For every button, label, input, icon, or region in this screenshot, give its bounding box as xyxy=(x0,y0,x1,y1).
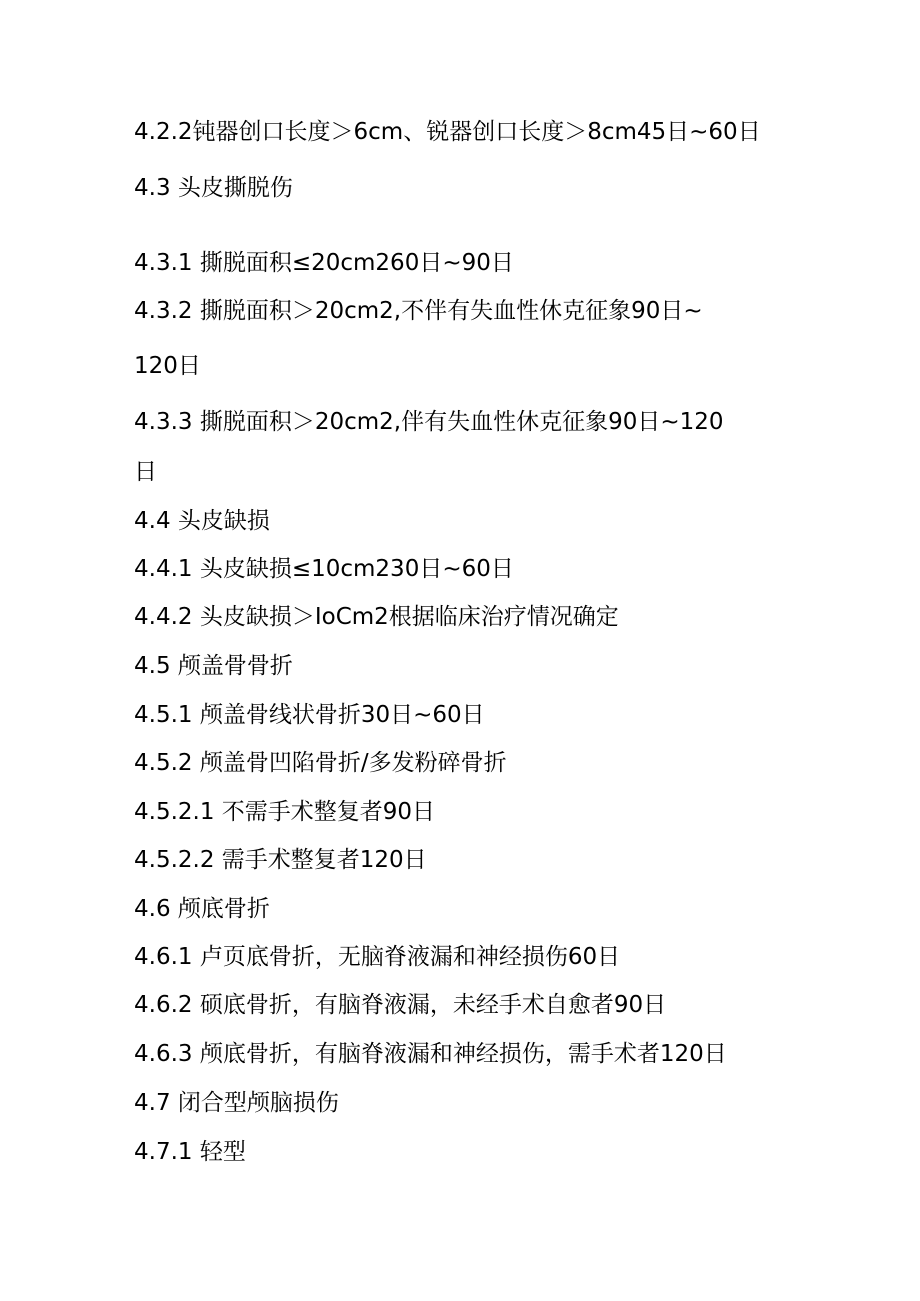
text-line: 4.3.2 撕脱面积＞20cm2,不伴有失血性休克征象90日~ xyxy=(134,298,703,324)
section-heading: 4.7 闭合型颅脑损伤 xyxy=(134,1090,339,1116)
text-line: 4.6.1 卢页底骨折，无脑脊液漏和神经损伤60日 xyxy=(134,944,621,970)
text-line: 4.7.1 轻型 xyxy=(134,1139,246,1165)
section-heading: 4.3 头皮撕脱伤 xyxy=(134,175,293,201)
text-line: 4.2.2钝器创口长度＞6cm、锐器创口长度＞8cm45日~60日 xyxy=(134,119,761,145)
text-line: 4.3.1 撕脱面积≤20cm260日~90日 xyxy=(134,250,514,276)
text-line: 4.6.2 硕底骨折，有脑脊液漏，未经手术自愈者90日 xyxy=(134,992,667,1018)
text-line: 4.4.2 头皮缺损＞IoCm2根据临床治疗情况确定 xyxy=(134,604,619,630)
text-line: 4.4.1 头皮缺损≤10cm230日~60日 xyxy=(134,556,514,582)
text-line: 4.5.2 颅盖骨凹陷骨折/多发粉碎骨折 xyxy=(134,750,507,776)
section-heading: 4.6 颅底骨折 xyxy=(134,896,270,922)
section-heading: 4.5 颅盖骨骨折 xyxy=(134,653,293,679)
section-heading: 4.4 头皮缺损 xyxy=(134,508,270,534)
text-line: 4.3.3 撕脱面积＞20cm2,伴有失血性休克征象90日~120 xyxy=(134,409,724,435)
text-line: 4.6.3 颅底骨折，有脑脊液漏和神经损伤，需手术者120日 xyxy=(134,1041,727,1067)
text-line: 4.5.2.2 需手术整复者120日 xyxy=(134,847,427,873)
text-line: 4.5.1 颅盖骨线状骨折30日~60日 xyxy=(134,702,485,728)
text-line: 日 xyxy=(134,459,157,485)
text-line: 4.5.2.1 不需手术整复者90日 xyxy=(134,799,436,825)
text-line: 120日 xyxy=(134,353,201,379)
